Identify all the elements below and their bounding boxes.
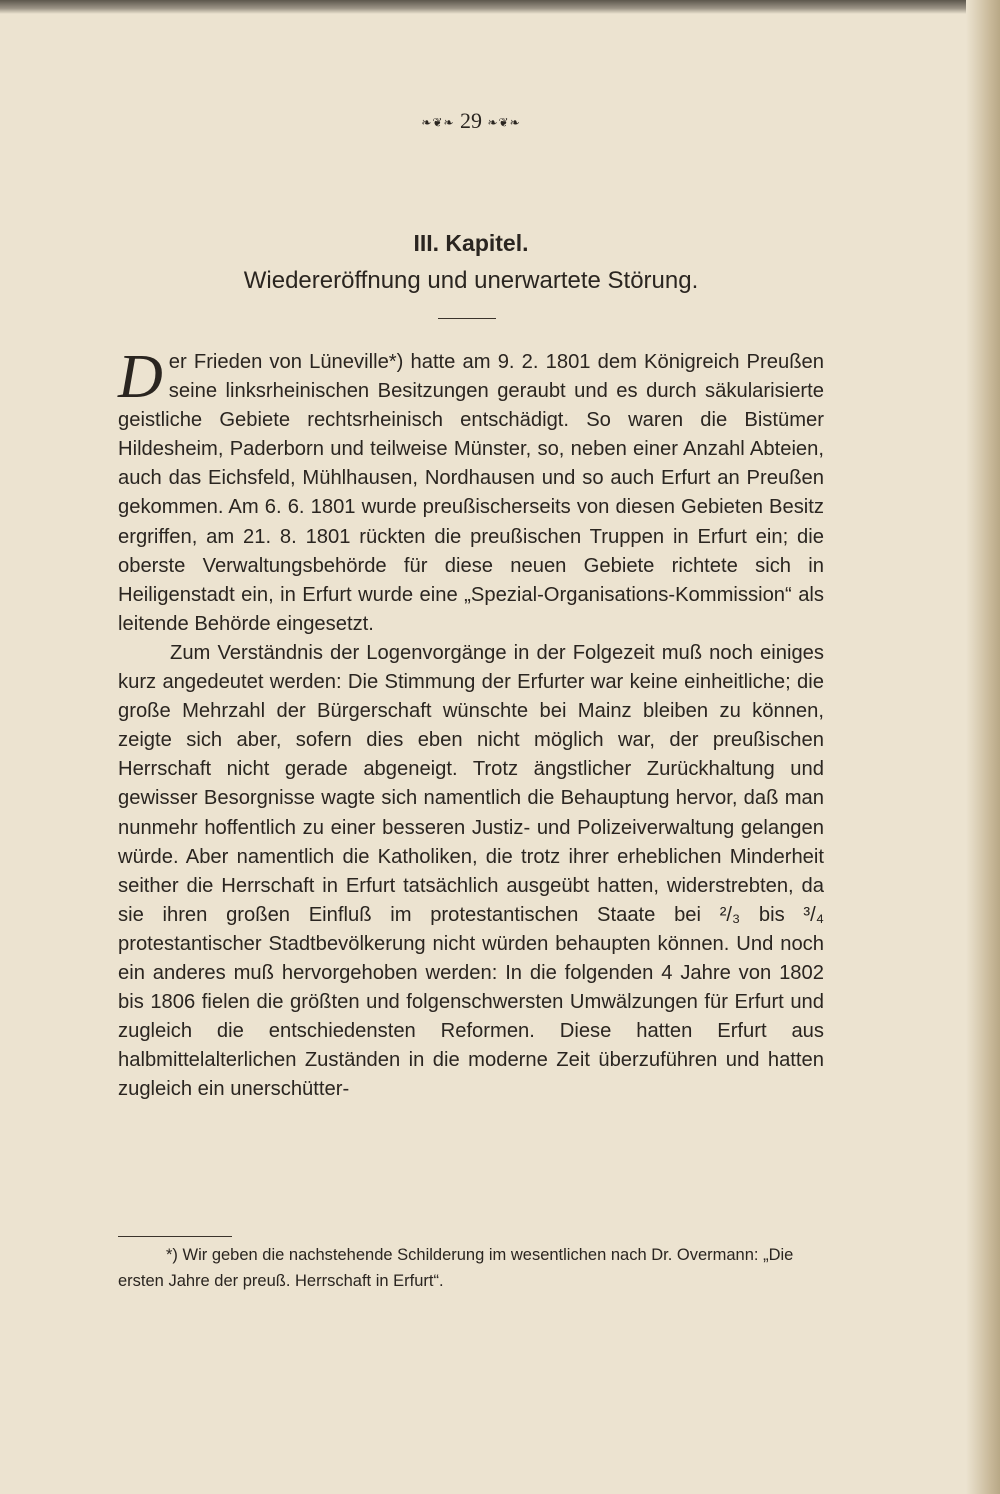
ornament-right-icon: ❧❦❧ — [487, 115, 521, 130]
footnote: *) Wir geben die nachstehende Schilderung im wesentlichen nach Dr. Overmann: „Die ersten Jahre der preuß. Herrschaft in Erfurt“. — [118, 1246, 794, 1290]
body-text — [118, 343, 824, 1104]
running-head — [118, 108, 824, 134]
title-divider — [438, 318, 496, 319]
chapter-label: III. Kapitel. — [413, 230, 529, 256]
page-number: 29 — [460, 108, 482, 133]
paragraph-1-text: er Frieden von Lüneville*) hatte am 9. 2. 1801 dem Königreich Preußen seine linksrheinischen Besitzungen geraubt und es durch säkularisierte geistliche Gebiete rechtsrheinisch entschädigt. So waren die Bistümer Hildesheim, Paderborn und teilweise Münster, so, neben einer Anzahl Abteien, auch das Eichsfeld, Mühlhausen, Nordhausen und so auch Erfurt an Preußen gekommen. Am 6. 6. 1801 wurde preußischerseits von diesen Gebieten Besitz ergriffen, am 21. 8. 1801 rückten die preußischen Truppen in Erfurt ein; die oberste Verwaltungsbehörde für diese neuen Gebiete richtete sich in Heiligenstadt ein, in Erfurt wurde eine „Spezial-Organisations-Kommission“ als leitende Behörde eingesetzt. — [118, 351, 824, 635]
chapter-title: Wiedereröffnung und unerwartete Störung. — [243, 267, 699, 294]
footnote-divider — [118, 1236, 232, 1237]
ornament-left-icon: ❧❦❧ — [421, 115, 455, 130]
page-right-edge — [966, 0, 1000, 1494]
paragraph-2: Zum Verständnis der Logenvorgänge in der Folgezeit muß noch einiges kurz angedeutet werden: Die Stimmung der Erfurter war keine einheitliche; die große Mehrzahl der Bürgerschaft wünschte bei Mainz bleiben zu können, zeigte sich aber, sofern dies eben nicht möglich war, der preußischen Herrschaft nicht gerade abgeneigt. Trotz ängstlicher Zurückhaltung und gewisser Besorgnisse wagte sich namentlich die Behauptung hervor, daß man nunmehr hoffentlich zu einer besseren Justiz- und Polizeiverwaltung gelangen würde. Aber namentlich die Katholiken, die trotz ihrer erheblichen Minderheit seither die Herrschaft in Erfurt tatsächlich ausgeübt hatten, widerstrebten, da sie ihren großen Einfluß im protestantischen Staate bei ²/₃ bis ³/₄ protestantischer Stadtbevölkerung nicht würden behaupten können. Und noch ein anderes muß hervorgehoben werden: In die folgenden 4 Jahre von 1802 bis 1806 fielen die größten und folgenschwersten Umwälzungen für Erfurt und zugleich die entschiedensten Reformen. Diese hatten Erfurt aus halbmittelalterlichen Zuständen in die moderne Zeit überzuführen und hatten zugleich ein unerschütter- — [118, 641, 824, 1101]
paragraph-1 — [118, 343, 824, 639]
page-top-shadow — [0, 0, 1000, 14]
drop-cap: D — [118, 343, 163, 411]
